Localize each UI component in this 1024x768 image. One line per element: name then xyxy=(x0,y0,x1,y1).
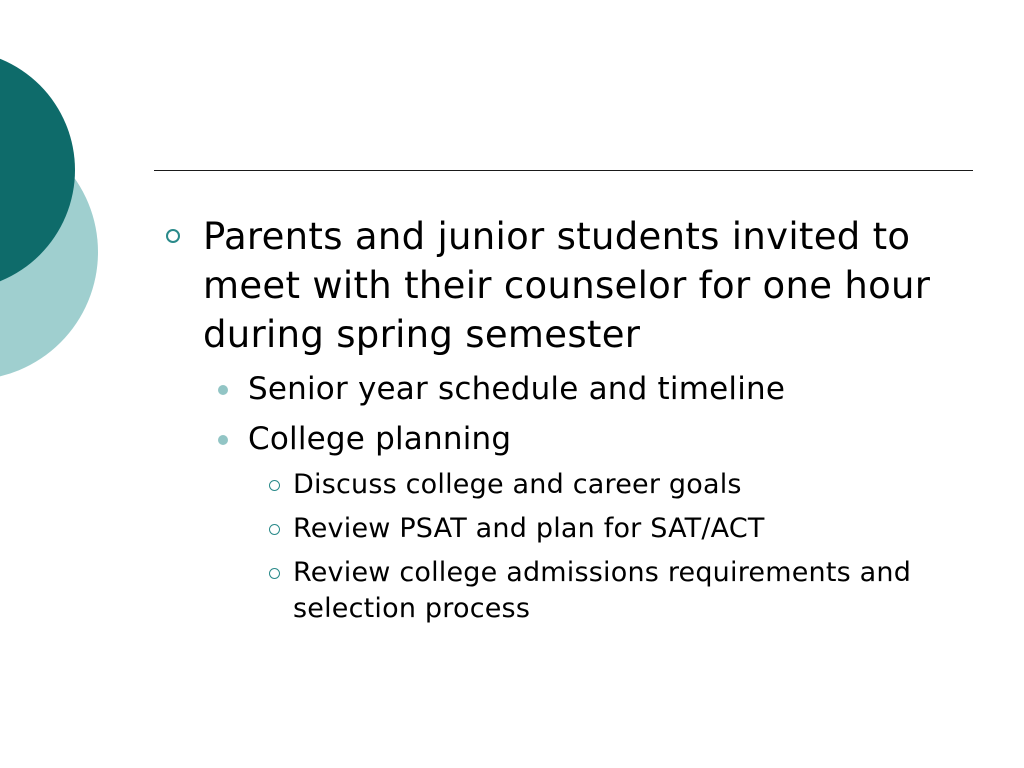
filled-dot-bullet-icon xyxy=(218,385,228,395)
bullet-text: Review college admissions requirements and selection process xyxy=(293,557,912,624)
bullet-level3 xyxy=(160,511,980,547)
decorative-circles xyxy=(0,0,120,420)
hollow-circle-bullet-icon xyxy=(269,524,280,535)
bullet-text: Discuss college and career goals xyxy=(293,469,742,500)
bullet-level2 xyxy=(160,419,980,459)
bullet-level3 xyxy=(160,555,980,627)
title-divider-line xyxy=(154,170,973,171)
bullet-text: Senior year schedule and timeline xyxy=(248,371,786,407)
bullet-text: Review PSAT and plan for SAT/ACT xyxy=(293,513,765,544)
bullet-level2 xyxy=(160,369,980,409)
bullet-level1 xyxy=(160,212,980,359)
hollow-circle-bullet-icon xyxy=(166,229,180,243)
hollow-circle-bullet-icon xyxy=(269,568,280,579)
hollow-circle-bullet-icon xyxy=(269,480,280,491)
bullet-text: College planning xyxy=(248,421,512,457)
filled-dot-bullet-icon xyxy=(218,435,228,445)
bullet-text: Parents and junior students invited to meet with their counselor for one hour during spring semester xyxy=(203,215,931,356)
bullet-level3 xyxy=(160,467,980,503)
slide-body xyxy=(160,212,980,627)
